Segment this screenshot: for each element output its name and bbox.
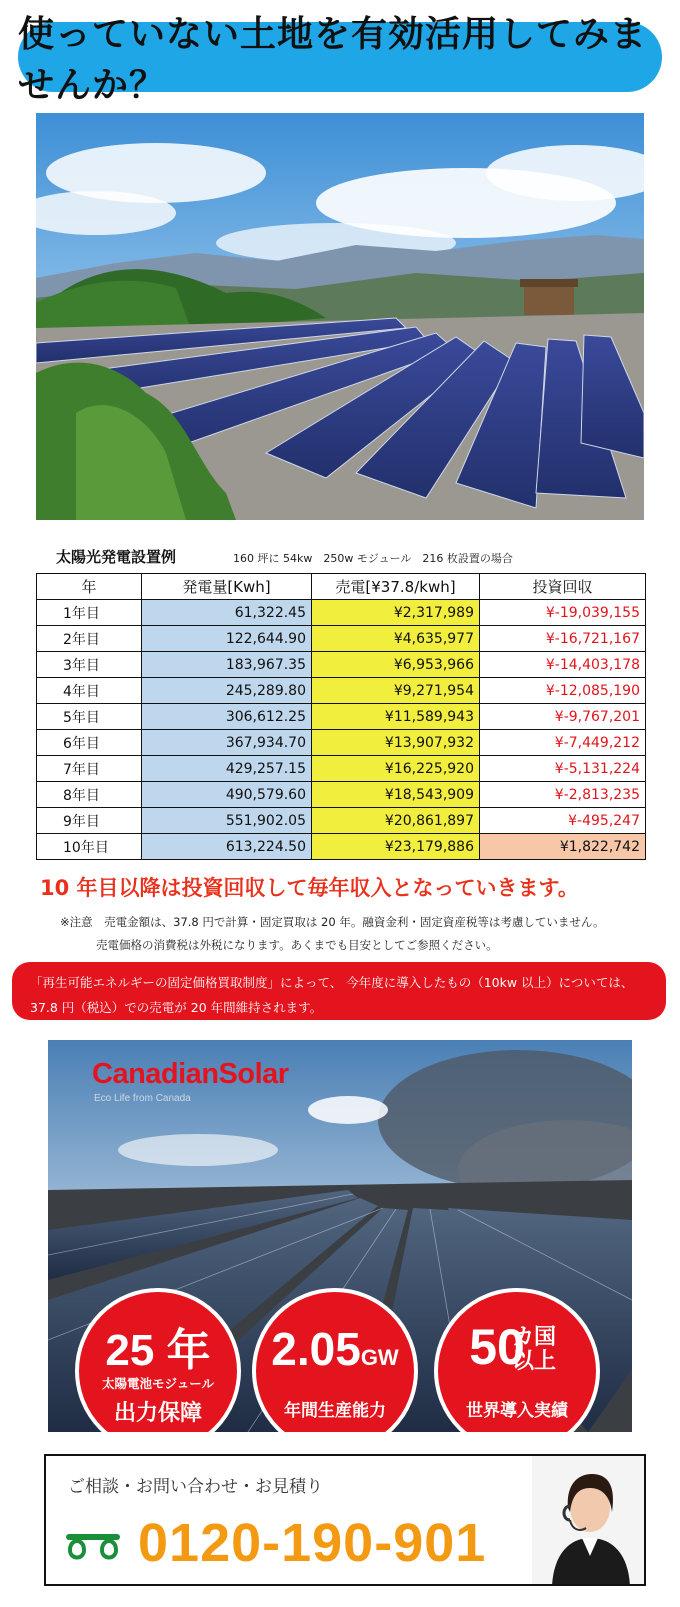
operator-image	[532, 1456, 644, 1586]
roi-headline: 10 年目以降は投資回収して毎年収入となっていきます。	[40, 876, 579, 900]
column-header-roi: 投資回収	[480, 574, 646, 600]
cell-sales: ¥4,635,977	[312, 626, 480, 652]
cell-kwh: 122,644.90	[142, 626, 312, 652]
cell-sales: ¥6,953,966	[312, 652, 480, 678]
cell-roi: ¥-19,039,155	[480, 600, 646, 626]
cell-sales: ¥9,271,954	[312, 678, 480, 704]
cell-kwh: 429,257.15	[142, 756, 312, 782]
contact-box	[44, 1454, 646, 1586]
column-header-kwh: 発電量[Kwh]	[142, 574, 312, 600]
cell-kwh: 551,902.05	[142, 808, 312, 834]
cell-kwh: 306,612.25	[142, 704, 312, 730]
table-row	[37, 704, 646, 730]
table-row	[37, 834, 646, 860]
cell-year: 1年目	[37, 600, 142, 626]
cell-sales: ¥11,589,943	[312, 704, 480, 730]
cell-kwh: 61,322.45	[142, 600, 312, 626]
cell-roi: ¥-14,403,178	[480, 652, 646, 678]
table-subtitle: 160 坪に 54kw 250w モジュール 216 枚設置の場合	[233, 552, 513, 565]
cell-sales: ¥2,317,989	[312, 600, 480, 626]
page-title: 使っていない土地を有効活用してみませんか？	[18, 14, 648, 106]
cell-roi: ¥-12,085,190	[480, 678, 646, 704]
cell-kwh: 245,289.80	[142, 678, 312, 704]
column-header-year: 年	[37, 574, 142, 600]
cell-year: 10年目	[37, 834, 142, 860]
badge-warranty-label: 太陽電池モジュール	[101, 1376, 214, 1391]
phone-number[interactable]: 0120-190-901	[138, 1513, 487, 1573]
cell-year: 2年目	[37, 626, 142, 652]
cell-roi: ¥-5,131,224	[480, 756, 646, 782]
countries-unit-bottom: 以上	[512, 1349, 557, 1374]
badge-capacity-bottom: 年間生産能力	[284, 1401, 386, 1421]
table-row	[37, 600, 646, 626]
cell-roi: ¥-2,813,235	[480, 782, 646, 808]
header-banner	[18, 14, 662, 106]
cell-roi: ¥1,822,742	[480, 834, 646, 860]
table-row	[37, 678, 646, 704]
cell-sales: ¥23,179,886	[312, 834, 480, 860]
policy-box	[12, 962, 666, 1020]
freedial-icon	[64, 1528, 122, 1566]
cell-kwh: 613,224.50	[142, 834, 312, 860]
badge-warranty-bottom: 出力保障	[113, 1401, 202, 1426]
cell-year: 5年目	[37, 704, 142, 730]
cell-year: 4年目	[37, 678, 142, 704]
badge-warranty-years: 25 年	[105, 1326, 211, 1375]
table-title: 太陽光発電設置例	[56, 548, 177, 566]
cell-year: 8年目	[37, 782, 142, 808]
table-row	[37, 756, 646, 782]
badge-capacity-value	[256, 1322, 414, 1376]
table-row	[37, 626, 646, 652]
table-row	[37, 652, 646, 678]
contact-label: ご相談・お問い合わせ・お見積り	[68, 1477, 323, 1497]
cell-roi: ¥-9,767,201	[480, 704, 646, 730]
brand-tagline: Eco Life from Canada	[94, 1093, 191, 1104]
cell-year: 3年目	[37, 652, 142, 678]
cell-kwh: 490,579.60	[142, 782, 312, 808]
badge-countries-bottom: 世界導入実績	[466, 1401, 568, 1421]
cell-roi: ¥-495,247	[480, 808, 646, 834]
solar-farm-photo	[36, 113, 644, 520]
cell-sales: ¥13,907,932	[312, 730, 480, 756]
cell-kwh: 183,967.35	[142, 652, 312, 678]
table-header-row	[37, 574, 646, 600]
policy-line-2: 37.8 円（税込）での売電が 20 年間維持されます。	[30, 1000, 323, 1015]
cell-year: 7年目	[37, 756, 142, 782]
cell-year: 9年目	[37, 808, 142, 834]
simulation-table	[36, 573, 646, 860]
capacity-unit: GW	[360, 1345, 399, 1370]
cell-kwh: 367,934.70	[142, 730, 312, 756]
badge-countries-unit	[512, 1326, 556, 1374]
cell-sales: ¥18,543,909	[312, 782, 480, 808]
note-line-2: 売電価格の消費税は外税になります。あくまでも目安としてご参照ください。	[96, 938, 498, 952]
column-header-sales: 売電[¥37.8/kwh]	[312, 574, 480, 600]
badge-countries-number: 50	[469, 1319, 525, 1375]
canadian-solar-photo	[48, 1040, 632, 1432]
cell-roi: ¥-7,449,212	[480, 730, 646, 756]
table-row	[37, 730, 646, 756]
cell-sales: ¥20,861,897	[312, 808, 480, 834]
cell-year: 6年目	[37, 730, 142, 756]
capacity-number: 2.05	[271, 1323, 361, 1375]
table-row	[37, 782, 646, 808]
note-line-1: ※注意 売電金額は、37.8 円で計算・固定買取は 20 年。融資金利・固定資産税等は考慮していません。	[60, 915, 605, 929]
table-row	[37, 808, 646, 834]
cell-sales: ¥16,225,920	[312, 756, 480, 782]
cell-roi: ¥-16,721,167	[480, 626, 646, 652]
brand-logo: CanadianSolar	[92, 1058, 289, 1090]
countries-unit-top: カ国	[512, 1325, 557, 1350]
policy-line-1: 「再生可能エネルギーの固定価格買取制度」によって、 今年度に導入したもの（10kw 以上）については、	[30, 975, 634, 990]
